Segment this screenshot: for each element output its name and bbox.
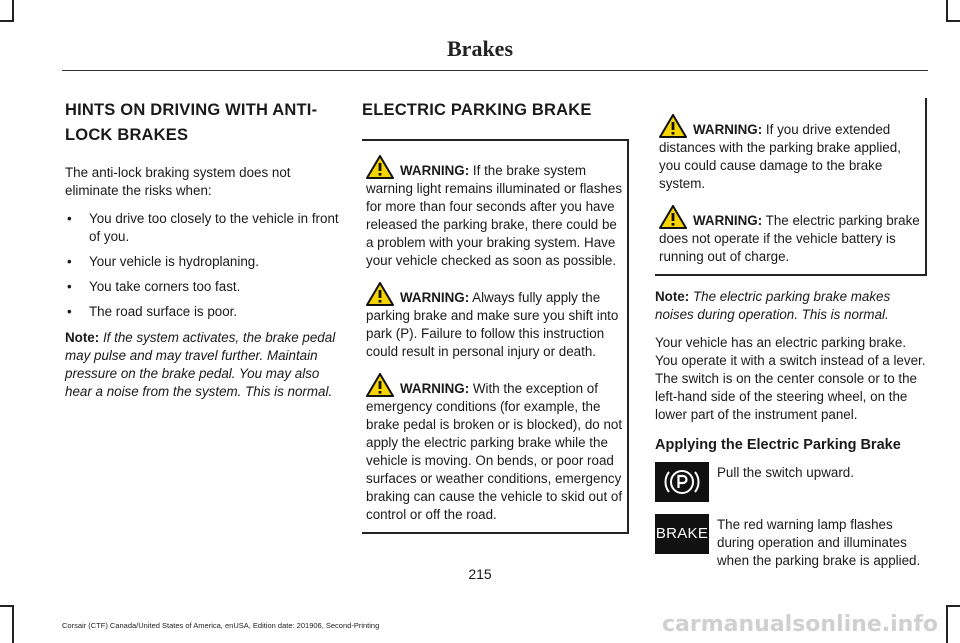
page-title: Brakes bbox=[447, 36, 513, 61]
page-number: 215 bbox=[468, 566, 492, 582]
warning-item bbox=[366, 373, 625, 524]
epb-description: Your vehicle has an electric parking brake. You operate it with a switch instead of a lever. The switch is on the center console or to the left-hand side of the steering wheel, on the lower part of the instrument panel. bbox=[655, 335, 926, 422]
warning-label: WARNING: bbox=[400, 163, 470, 178]
icon-row bbox=[655, 462, 927, 502]
warning-text: If you drive extended distances with the parking brake applied, you could cause damage to the brake system. bbox=[659, 122, 901, 191]
note-label: Note: bbox=[65, 330, 100, 345]
crop-mark-bottom-right bbox=[946, 605, 960, 643]
warning-triangle-icon bbox=[659, 114, 687, 138]
warning-triangle-icon bbox=[659, 205, 687, 229]
warning-label: WARNING: bbox=[693, 213, 763, 228]
warning-label: WARNING: bbox=[400, 381, 470, 396]
warning-text: The electric parking brake does not operate if the vehicle battery is running out of charge. bbox=[659, 213, 920, 264]
subheading-applying-epb: Applying the Electric Parking Brake bbox=[655, 437, 901, 453]
warning-triangle-icon bbox=[366, 282, 394, 306]
warning-label: WARNING: bbox=[400, 290, 470, 305]
note-label: Note: bbox=[655, 289, 690, 304]
note-text: The electric parking brake makes noises during operation. This is normal. bbox=[655, 289, 891, 322]
heading-line-1: HINTS ON DRIVING WITH ANTI- bbox=[65, 101, 318, 119]
note-text: If the system activates, the brake pedal may pulse and may travel further. Maintain pressure on the brake pedal. You may also hear a noise from the system. This is normal. bbox=[65, 330, 336, 399]
parking-brake-switch-icon bbox=[655, 462, 709, 502]
warning-item bbox=[659, 114, 923, 193]
list-item: • Your vehicle is hydroplaning. bbox=[65, 253, 340, 271]
abs-risk-list bbox=[65, 210, 340, 321]
footer-edition-info: Corsair (CTF) Canada/United States of America, enUSA, Edition date: 201906, Second-Printing bbox=[62, 621, 380, 630]
list-item: • You drive too closely to the vehicle in front of you. bbox=[65, 210, 340, 246]
brake-lamp-label: BRAKE bbox=[655, 525, 709, 542]
warning-text: If the brake system warning light remains illuminated or flashes for more than four seconds after you have released the parking brake, there could be a problem with your braking system. Have your vehicle checked as soon as possible. bbox=[366, 163, 623, 268]
warning-label: WARNING: bbox=[693, 122, 763, 137]
section-heading-abs bbox=[65, 98, 340, 148]
icon-description: Pull the switch upward. bbox=[717, 465, 854, 480]
crop-mark-bottom-left bbox=[0, 605, 14, 643]
list-item: • The road surface is poor. bbox=[65, 303, 340, 321]
warning-box bbox=[362, 139, 629, 534]
column-electric-parking-brake bbox=[362, 98, 629, 534]
heading-line-2: LOCK BRAKES bbox=[65, 126, 189, 144]
epb-note bbox=[655, 288, 927, 324]
warning-triangle-icon bbox=[366, 373, 394, 397]
abs-intro: The anti-lock braking system does not eliminate the risks when: bbox=[65, 165, 291, 198]
column-anti-lock-hints bbox=[65, 98, 340, 411]
warning-box bbox=[655, 98, 927, 276]
brake-warning-lamp-icon bbox=[655, 514, 709, 554]
section-heading-epb: ELECTRIC PARKING BRAKE bbox=[362, 101, 592, 119]
crop-mark-top-right bbox=[946, 0, 960, 22]
watermark: carmanualsonline.info bbox=[662, 612, 938, 637]
warning-triangle-icon bbox=[366, 155, 394, 179]
warning-item bbox=[366, 282, 625, 361]
list-item: • You take corners too fast. bbox=[65, 278, 340, 296]
warning-item bbox=[366, 155, 625, 270]
icon-row bbox=[655, 514, 927, 570]
icon-description: The red warning lamp flashes during operation and illuminates when the parking brake is applied. bbox=[717, 517, 921, 568]
column-epb-continued bbox=[655, 98, 927, 582]
crop-mark-top-left bbox=[0, 0, 14, 22]
header-divider bbox=[62, 70, 928, 71]
warning-text: With the exception of emergency conditions (for example, the brake pedal is broken or is blocked), do not apply the electric parking brake while the vehicle is moving. On bends, or poor road surfaces or weather conditions, emergency braking can cause the vehicle to skid out of control or off the road. bbox=[366, 381, 623, 522]
warning-item bbox=[659, 205, 923, 266]
warning-text: Always fully apply the parking brake and make sure you shift into park (P). Failure to follow this instruction could result in personal injury or death. bbox=[366, 290, 619, 359]
abs-note bbox=[65, 329, 340, 401]
